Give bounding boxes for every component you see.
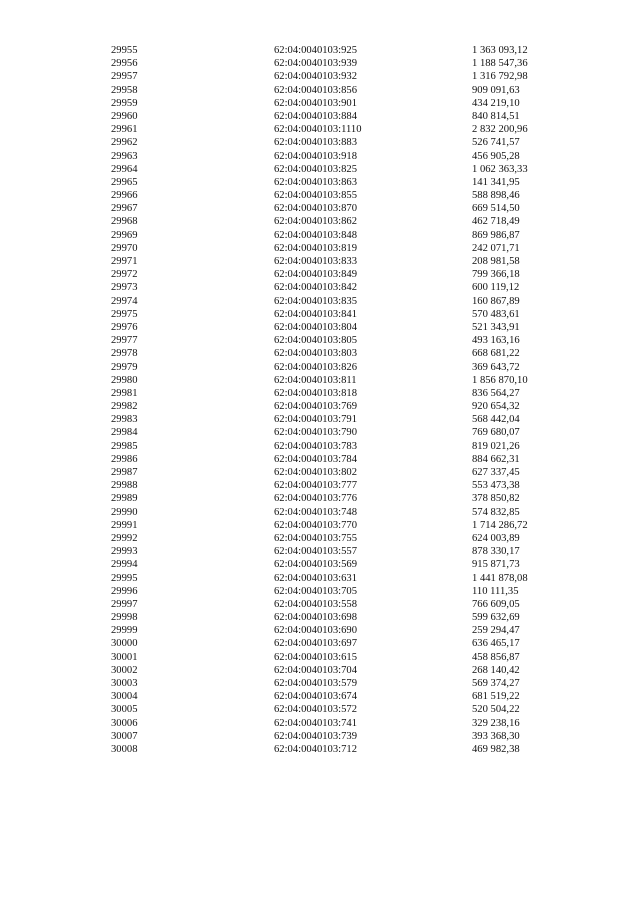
cadastral-number: 62:04:0040103:833 [274,256,357,267]
row-number: 30007 [111,730,138,742]
row-number: 29968 [111,216,138,228]
row-value: 141 341,95 [472,176,520,188]
row-number: 30006 [111,717,138,729]
row-number: 29981 [111,387,138,399]
table-row [111,229,571,242]
row-number: 30003 [111,678,138,689]
row-number: 29976 [111,321,138,333]
data-table [111,44,571,756]
cadastral-number: 62:04:0040103:777 [274,480,357,492]
table-row [111,611,571,624]
row-value: 526 741,57 [472,137,520,149]
row-value: 669 514,50 [472,203,520,215]
cadastral-number: 62:04:0040103:884 [274,110,357,122]
cadastral-number: 62:04:0040103:569 [274,559,357,571]
table-row [111,84,571,97]
row-value: 636 465,17 [472,638,520,650]
row-value: 1 188 547,36 [472,58,528,70]
row-value: 588 898,46 [472,190,520,202]
row-value: 2 832 200,96 [472,124,528,136]
table-row [111,123,571,136]
row-value: 799 366,18 [472,269,520,281]
row-value: 242 071,71 [472,242,520,254]
row-number: 29999 [111,625,138,637]
row-number: 30004 [111,691,138,703]
row-value: 469 982,38 [472,743,520,755]
row-number: 29977 [111,335,138,347]
row-value: 569 374,27 [472,678,520,689]
row-number: 29983 [111,414,138,426]
cadastral-number: 62:04:0040103:826 [274,361,357,373]
cadastral-number: 62:04:0040103:835 [274,295,357,307]
table-row [111,637,571,650]
cadastral-number: 62:04:0040103:558 [274,598,357,610]
row-number: 29955 [111,45,138,56]
table-row [111,176,571,189]
cadastral-number: 62:04:0040103:712 [274,743,357,755]
cadastral-number: 62:04:0040103:572 [274,704,357,716]
table-row [111,361,571,374]
cadastral-number: 62:04:0040103:791 [274,414,357,426]
cadastral-number: 62:04:0040103:805 [274,335,357,347]
table-row [111,202,571,215]
table-row [111,308,571,321]
row-number: 30001 [111,651,138,663]
table-row [111,321,571,334]
table-row [111,150,571,163]
row-value: 1 856 870,10 [472,374,528,386]
row-number: 29986 [111,453,138,465]
table-row [111,545,571,558]
cadastral-number: 62:04:0040103:901 [274,97,357,109]
cadastral-number: 62:04:0040103:818 [274,387,357,399]
row-number: 29958 [111,84,138,96]
row-number: 29957 [111,71,138,83]
cadastral-number: 62:04:0040103:579 [274,678,357,689]
table-row [111,281,571,294]
row-value: 819 021,26 [472,440,520,452]
row-value: 208 981,58 [472,256,520,267]
table-row [111,97,571,110]
row-value: 1 441 878,08 [472,572,528,584]
table-row [111,506,571,519]
row-number: 29963 [111,150,138,162]
table-row [111,703,571,716]
table-row [111,400,571,413]
row-number: 29996 [111,585,138,597]
table-row [111,347,571,360]
row-value: 1 363 093,12 [472,45,528,56]
cadastral-number: 62:04:0040103:783 [274,440,357,452]
row-number: 29989 [111,493,138,505]
cadastral-number: 62:04:0040103:741 [274,717,357,729]
row-number: 29984 [111,427,138,439]
cadastral-number: 62:04:0040103:918 [274,150,357,162]
cadastral-number: 62:04:0040103:932 [274,71,357,83]
row-value: 462 718,49 [472,216,520,228]
row-number: 29962 [111,137,138,149]
row-value: 110 111,35 [472,585,519,597]
table-row [111,664,571,677]
row-number: 29985 [111,440,138,452]
row-number: 29956 [111,58,138,70]
row-value: 600 119,12 [472,282,520,294]
row-number: 29997 [111,598,138,610]
row-number: 29974 [111,295,138,307]
row-number: 29972 [111,269,138,281]
table-row [111,558,571,571]
table-row [111,70,571,83]
row-number: 29991 [111,519,138,531]
cadastral-number: 62:04:0040103:883 [274,137,357,149]
cadastral-number: 62:04:0040103:862 [274,216,357,228]
table-row [111,440,571,453]
row-number: 29982 [111,401,138,413]
row-value: 681 519,22 [472,691,520,703]
row-number: 29993 [111,546,138,558]
row-value: 456 905,28 [472,150,520,162]
row-number: 29975 [111,308,138,320]
row-number: 29992 [111,532,138,544]
cadastral-number: 62:04:0040103:770 [274,519,357,531]
row-value: 520 504,22 [472,704,520,716]
cadastral-number: 62:04:0040103:849 [274,269,357,281]
row-value: 909 091,63 [472,84,520,96]
row-value: 915 871,73 [472,559,520,571]
cadastral-number: 62:04:0040103:825 [274,163,357,175]
row-number: 29970 [111,242,138,254]
row-number: 29971 [111,256,138,267]
row-number: 30008 [111,743,138,755]
row-number: 30002 [111,664,138,676]
cadastral-number: 62:04:0040103:769 [274,401,357,413]
row-value: 458 856,87 [472,651,520,663]
cadastral-number: 62:04:0040103:674 [274,691,357,703]
table-row [111,572,571,585]
table-row [111,585,571,598]
row-number: 29998 [111,612,138,624]
cadastral-number: 62:04:0040103:856 [274,84,357,96]
row-number: 29964 [111,163,138,175]
cadastral-number: 62:04:0040103:1110 [274,124,362,136]
table-row [111,730,571,743]
row-number: 29967 [111,203,138,215]
row-value: 574 832,85 [472,506,520,518]
row-value: 369 643,72 [472,361,520,373]
table-row [111,426,571,439]
cadastral-number: 62:04:0040103:939 [274,58,357,70]
cadastral-number: 62:04:0040103:755 [274,532,357,544]
cadastral-number: 62:04:0040103:841 [274,308,357,320]
cadastral-number: 62:04:0040103:697 [274,638,357,650]
table-row [111,189,571,202]
row-value: 878 330,17 [472,546,520,558]
row-value: 668 681,22 [472,348,520,360]
row-value: 434 219,10 [472,97,520,109]
table-row [111,255,571,268]
table-row [111,242,571,255]
table-row [111,651,571,664]
cadastral-number: 62:04:0040103:748 [274,506,357,518]
cadastral-number: 62:04:0040103:698 [274,612,357,624]
cadastral-number: 62:04:0040103:705 [274,585,357,597]
row-number: 29973 [111,282,138,294]
cadastral-number: 62:04:0040103:790 [274,427,357,439]
row-value: 627 337,45 [472,467,520,478]
row-value: 329 238,16 [472,717,520,729]
row-value: 766 609,05 [472,598,520,610]
row-number: 29961 [111,124,138,136]
row-number: 29994 [111,559,138,571]
row-value: 570 483,61 [472,308,520,320]
table-row [111,453,571,466]
table-row [111,519,571,532]
row-number: 29978 [111,348,138,360]
row-value: 624 003,89 [472,532,520,544]
row-number: 30005 [111,704,138,716]
row-number: 29990 [111,506,138,518]
cadastral-number: 62:04:0040103:870 [274,203,357,215]
cadastral-number: 62:04:0040103:557 [274,546,357,558]
cadastral-number: 62:04:0040103:739 [274,730,357,742]
row-number: 29988 [111,480,138,492]
table-row [111,163,571,176]
row-value: 393 368,30 [472,730,520,742]
cadastral-number: 62:04:0040103:615 [274,651,357,663]
cadastral-number: 62:04:0040103:804 [274,321,357,333]
row-value: 160 867,89 [472,295,520,307]
row-value: 568 442,04 [472,414,520,426]
table-row [111,717,571,730]
cadastral-number: 62:04:0040103:784 [274,453,357,465]
table-row [111,466,571,479]
row-value: 1 062 363,33 [472,163,528,175]
table-row [111,492,571,505]
cadastral-number: 62:04:0040103:855 [274,190,357,202]
row-number: 29959 [111,97,138,109]
row-value: 268 140,42 [472,664,520,676]
row-value: 599 632,69 [472,612,520,624]
table-row [111,136,571,149]
row-value: 553 473,38 [472,480,520,492]
cadastral-number: 62:04:0040103:690 [274,625,357,637]
table-row [111,387,571,400]
table-row [111,44,571,57]
cadastral-number: 62:04:0040103:802 [274,467,357,478]
table-row [111,295,571,308]
table-row [111,743,571,756]
table-row [111,677,571,690]
cadastral-number: 62:04:0040103:776 [274,493,357,505]
row-number: 29969 [111,229,138,241]
table-row [111,215,571,228]
table-row [111,624,571,637]
table-row [111,374,571,387]
row-value: 884 662,31 [472,453,520,465]
row-value: 493 163,16 [472,335,520,347]
row-value: 769 680,07 [472,427,520,439]
row-number: 29960 [111,110,138,122]
row-value: 521 343,91 [472,321,520,333]
cadastral-number: 62:04:0040103:631 [274,572,357,584]
cadastral-number: 62:04:0040103:848 [274,229,357,241]
row-number: 30000 [111,638,138,650]
table-row [111,479,571,492]
table-row [111,598,571,611]
row-number: 29987 [111,467,138,478]
row-value: 1 714 286,72 [472,519,528,531]
row-number: 29995 [111,572,138,584]
row-value: 840 814,51 [472,110,520,122]
row-value: 1 316 792,98 [472,71,528,83]
cadastral-number: 62:04:0040103:819 [274,242,357,254]
cadastral-number: 62:04:0040103:863 [274,176,357,188]
table-row [111,690,571,703]
table-row [111,110,571,123]
cadastral-number: 62:04:0040103:704 [274,664,357,676]
table-row [111,532,571,545]
row-number: 29979 [111,361,138,373]
row-value: 920 654,32 [472,401,520,413]
table-row [111,413,571,426]
cadastral-number: 62:04:0040103:803 [274,348,357,360]
row-number: 29980 [111,374,138,386]
row-number: 29966 [111,190,138,202]
row-value: 378 850,82 [472,493,520,505]
table-row [111,268,571,281]
table-row [111,334,571,347]
row-value: 869 986,87 [472,229,520,241]
row-value: 836 564,27 [472,387,520,399]
table-row [111,57,571,70]
cadastral-number: 62:04:0040103:811 [274,374,357,386]
row-value: 259 294,47 [472,625,520,637]
row-number: 29965 [111,176,138,188]
cadastral-number: 62:04:0040103:842 [274,282,357,294]
cadastral-number: 62:04:0040103:925 [274,45,357,56]
